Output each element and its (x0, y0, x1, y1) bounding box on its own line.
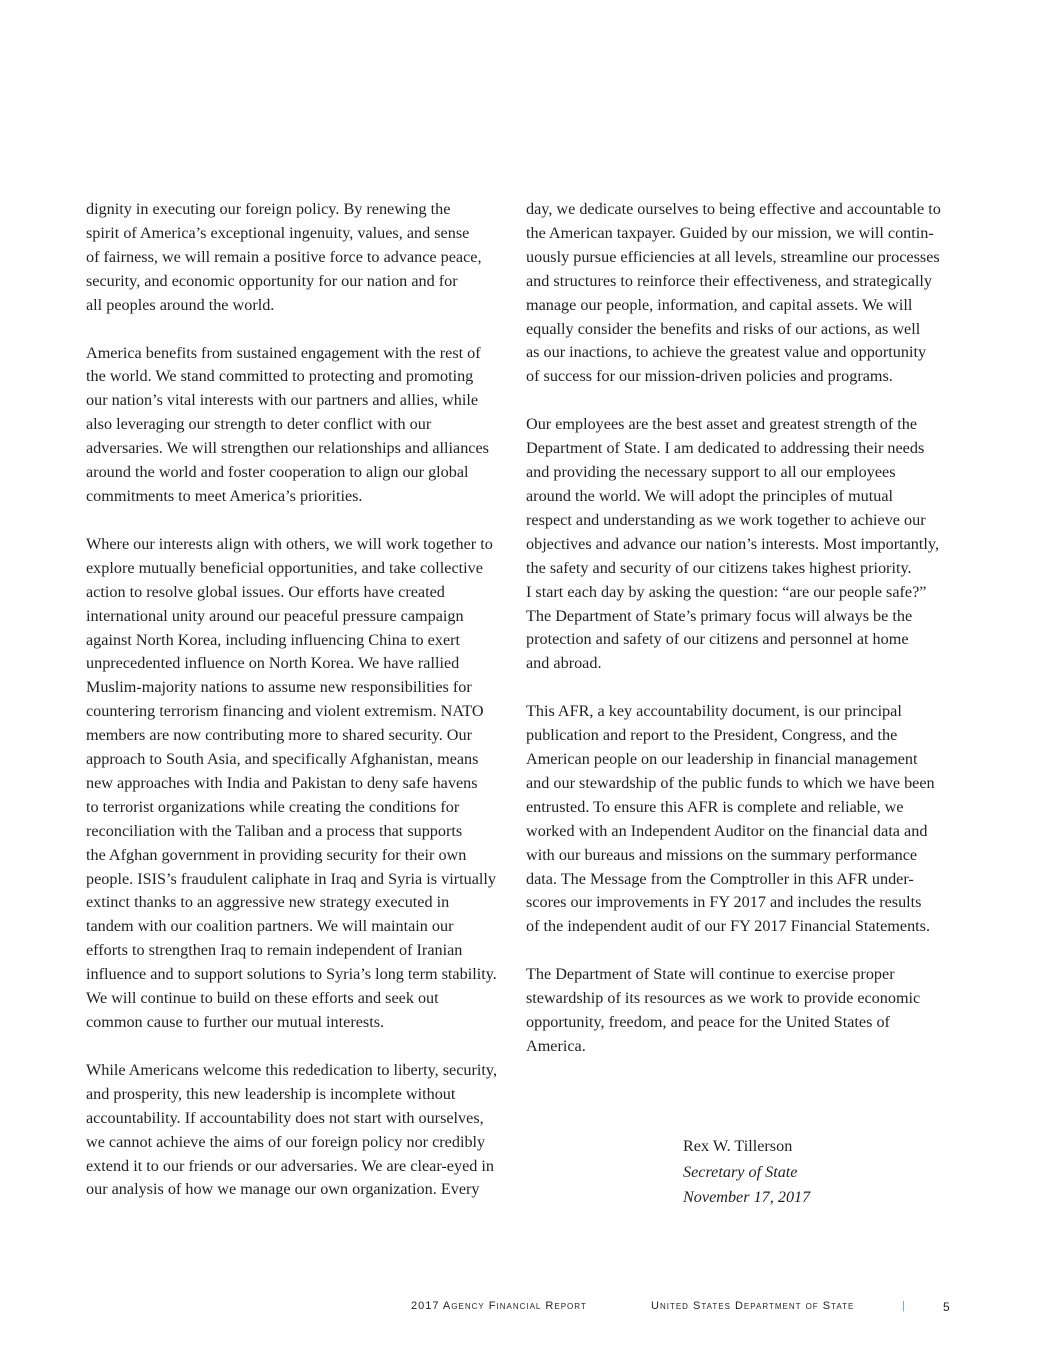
text-line: the safety and security of our citizens takes highest priority. (526, 558, 912, 577)
text-line: equally consider the benefits and risks of our actions, as well (526, 319, 921, 338)
text-line: spirit of America’s exceptional ingenuity, values, and sense (86, 223, 470, 242)
text-line: extinct thanks to an aggressive new strategy executed in (86, 893, 450, 912)
footer-separator: | (902, 1300, 906, 1312)
text-line: adversaries. We will strengthen our relationships and alliances (86, 439, 489, 458)
paragraph (86, 198, 511, 318)
text-line: people. ISIS’s fraudulent caliphate in Iraq and Syria is virtually (86, 869, 496, 888)
text-line: common cause to further our mutual interests. (86, 1013, 385, 1031)
page-number: 5 (943, 1300, 950, 1314)
paragraph (526, 413, 956, 676)
text-line: I start each day by asking the question: “are our people safe?” (526, 582, 927, 601)
text-line: countering terrorism financing and violent extremism. NATO (86, 702, 484, 721)
text-line: and structures to reinforce their effectiveness, and strategically (526, 271, 933, 290)
text-line: commitments to meet America’s priorities. (86, 486, 363, 505)
text-line: day, we dedicate ourselves to being effective and accountable to (526, 200, 941, 218)
text-line: against North Korea, including influencing China to exert (86, 630, 461, 649)
text-line: dignity in executing our foreign policy. By renewing the (86, 200, 451, 218)
text-line: Where our interests align with others, we will work together to (86, 534, 493, 553)
text-line: with our bureaus and missions on the summary performance (526, 845, 918, 864)
text-line: the American taxpayer. Guided by our mission, we will contin- (526, 223, 934, 242)
text-line: approach to South Asia, and specifically Afghanistan, means (86, 750, 479, 769)
paragraph (86, 1059, 511, 1202)
text-line: our nation’s vital interests with our partners and allies, while (86, 391, 479, 410)
text-line: America. (526, 1037, 586, 1055)
text-line: of fairness, we will remain a positive force to advance peace, (86, 247, 482, 266)
signature-date: November 17, 2017 (683, 1188, 811, 1206)
text-line: the world. We stand committed to protecting and promoting (86, 367, 474, 386)
text-line: America benefits from sustained engagement with the rest of (86, 343, 481, 362)
text-line: international unity around our peaceful pressure campaign (86, 606, 464, 625)
text-line: we cannot achieve the aims of our foreign policy nor credibly (86, 1132, 486, 1151)
text-line: the Afghan government in providing security for their own (86, 845, 467, 864)
footer-report-title: 2017 Agency Financial Report (411, 1300, 587, 1312)
text-line: data. The Message from the Comptroller in this AFR under- (526, 869, 914, 888)
text-line: publication and report to the President, Congress, and the (526, 726, 898, 745)
paragraph (86, 533, 511, 1035)
text-line: Muslim-majority nations to assume new responsibilities for (86, 678, 472, 697)
text-line: uously pursue efficiencies at all levels, streamline our processes (526, 247, 940, 266)
text-line: Department of State. I am dedicated to addressing their needs (526, 439, 925, 458)
text-line: explore mutually beneficial opportunities, and take collective (86, 558, 483, 577)
footer-department: United States Department of State (651, 1300, 855, 1312)
text-line: also leveraging our strength to deter conflict with our (86, 415, 432, 434)
text-line: stewardship of its resources as we work to provide economic (526, 989, 921, 1008)
text-line: to terrorist organizations while creating the conditions for (86, 797, 460, 816)
text-line: objectives and advance our nation’s interests. Most importantly, (526, 534, 939, 553)
text-line: extend it to our friends or our adversaries. We are clear-eyed in (86, 1156, 494, 1175)
text-line: protection and safety of our citizens and personnel at home (526, 630, 909, 649)
text-line: new approaches with India and Pakistan to deny safe havens (86, 773, 478, 792)
text-line: tandem with our coalition partners. We will maintain our (86, 917, 454, 936)
paragraph (526, 700, 956, 939)
text-line: Our employees are the best asset and greatest strength of the (526, 415, 918, 434)
text-line: opportunity, freedom, and peace for the United States of (526, 1013, 890, 1032)
text-line: reconciliation with the Taliban and a process that supports (86, 821, 463, 840)
text-line: of the independent audit of our FY 2017 Financial Statements. (526, 917, 931, 936)
signature-block (683, 1134, 810, 1211)
page-footer (0, 1300, 1043, 1318)
text-line: The Department of State’s primary focus will always be the (526, 606, 913, 625)
text-line: efforts to strengthen Iraq to remain independent of Iranian (86, 941, 463, 960)
text-line: respect and understanding as we work together to achieve our (526, 510, 926, 529)
text-line: around the world and foster cooperation to align our global (86, 463, 469, 482)
paragraph (526, 963, 956, 1059)
right-column (526, 198, 956, 1083)
text-line: manage our people, information, and capital assets. We will (526, 295, 913, 314)
text-line: action to resolve global issues. Our efforts have created (86, 582, 445, 601)
text-line: While Americans welcome this rededication to liberty, security, (86, 1060, 497, 1079)
text-line: and providing the necessary support to all our employees (526, 463, 896, 482)
text-line: worked with an Independent Auditor on the financial data and (526, 821, 928, 840)
text-line: members are now contributing more to shared security. Our (86, 726, 472, 745)
paragraph (526, 198, 956, 389)
text-line: unprecedented influence on North Korea. We have rallied (86, 654, 460, 673)
signer-title: Secretary of State (683, 1162, 798, 1181)
paragraph (86, 342, 511, 509)
text-line: American people on our leadership in financial management (526, 750, 918, 769)
text-line: entrusted. To ensure this AFR is complete and reliable, we (526, 797, 904, 816)
text-line: influence and to support solutions to Syria’s long term stability. (86, 965, 497, 984)
text-line: and abroad. (526, 654, 602, 673)
text-line: scores our improvements in FY 2017 and includes the results (526, 893, 922, 912)
text-line: our analysis of how we manage our own organization. Every (86, 1180, 480, 1199)
text-line: and prosperity, this new leadership is incomplete without (86, 1084, 456, 1103)
text-line: around the world. We will adopt the principles of mutual (526, 486, 894, 505)
text-line: security, and economic opportunity for our nation and for (86, 271, 458, 290)
text-line: and our stewardship of the public funds to which we have been (526, 773, 935, 792)
left-column (86, 198, 511, 1226)
text-line: The Department of State will continue to exercise proper (526, 965, 895, 984)
signer-name: Rex W. Tillerson (683, 1137, 793, 1155)
text-line: We will continue to build on these efforts and seek out (86, 989, 439, 1008)
text-line: of success for our mission-driven policies and programs. (526, 367, 893, 386)
text-line: accountability. If accountability does not start with ourselves, (86, 1108, 484, 1127)
text-line: as our inactions, to achieve the greatest value and opportunity (526, 343, 927, 362)
text-line: This AFR, a key accountability document, is our principal (526, 702, 902, 721)
text-line: all peoples around the world. (86, 295, 275, 314)
